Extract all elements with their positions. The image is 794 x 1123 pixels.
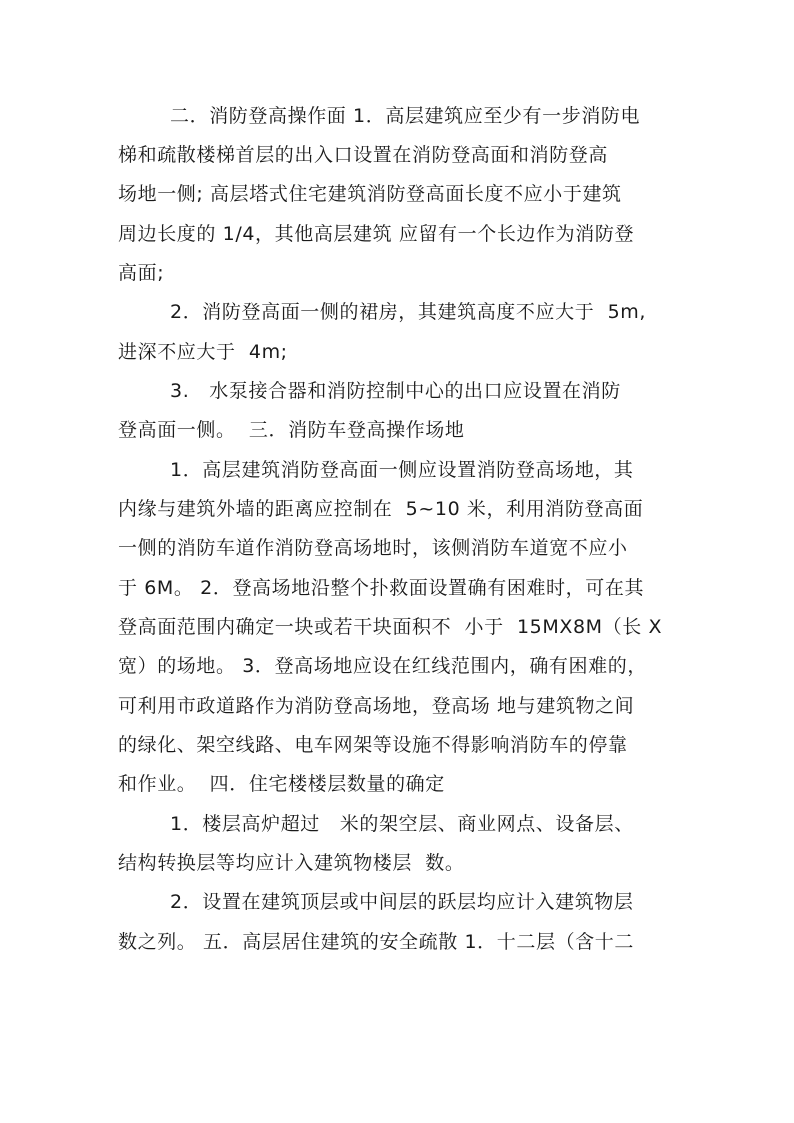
text-line: 1．楼层高炉超过 米的架空层、商业网点、设备层、	[170, 813, 634, 835]
text-line: 登高面范围内确定一块或若干块面积不 小于 15MX8M（长 X	[118, 616, 663, 638]
text-line: 2．设置在建筑顶层或中间层的跃层均应计入建筑物层	[170, 891, 634, 913]
text-line: 2．消防登高面一侧的裙房，其建筑高度不应大于 5m,	[170, 301, 647, 323]
text-line: 数之列。 五．高层居住建筑的安全疏散 1．十二层（含十二	[118, 931, 634, 953]
text-line: 的绿化、架空线路、电车网架等设施不得影响消防车的停靠	[118, 734, 628, 756]
text-line: 登高面一侧。 三．消防车登高操作场地	[118, 419, 465, 441]
text-line: 高面;	[118, 262, 165, 284]
text-line: 场地一侧; 高层塔式住宅建筑消防登高面长度不应小于建筑	[118, 183, 622, 205]
text-line: 3. 水泵接合器和消防控制中心的出口应设置在消防	[170, 380, 621, 402]
text-line: 进深不应大于 4m;	[118, 341, 288, 363]
text-line: 一侧的消防车道作消防登高场地时，该侧消防车道宽不应小	[118, 537, 628, 559]
text-line: 内缘与建筑外墙的距离应控制在 5~10 米，利用消防登高面	[118, 498, 644, 520]
text-line: 宽）的场地。 3．登高场地应设在红线范围内，确有困难的，	[118, 655, 647, 677]
text-line: 和作业。 四．住宅楼楼层数量的确定	[118, 773, 445, 795]
text-line: 梯和疏散楼梯首层的出入口设置在消防登高面和消防登高	[118, 144, 609, 166]
text-line: 于 6M。 2．登高场地沿整个扑救面设置确有困难时，可在其	[118, 577, 645, 599]
text-line: 结构转换层等均应计入建筑物楼层 数。	[118, 852, 465, 874]
text-line: 1．高层建筑消防登高面一侧应设置消防登高场地，其	[170, 459, 634, 481]
text-line: 二．消防登高操作面 1．高层建筑应至少有一步消防电	[170, 105, 641, 127]
text-line: 周边长度的 1/4，其他高层建筑 应留有一个长边作为消防登	[118, 223, 635, 245]
text-line: 可利用市政道路作为消防登高场地，登高场 地与建筑物之间	[118, 695, 635, 717]
